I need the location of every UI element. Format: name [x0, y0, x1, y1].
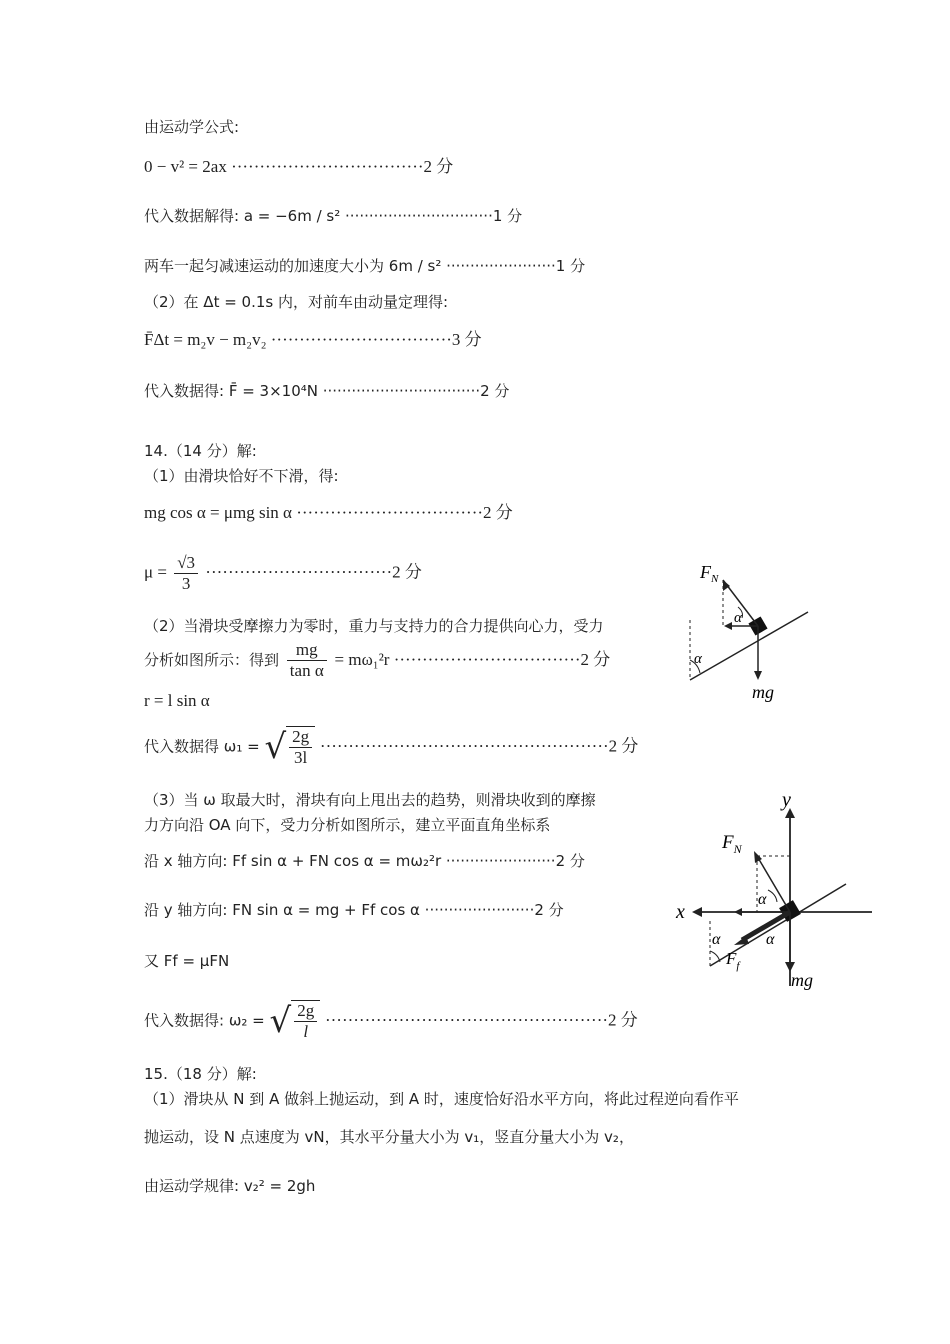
- text-prefix: 代入数据得: ω₂ =: [144, 1011, 265, 1030]
- problem-heading: 14.（14 分）解:: [144, 442, 257, 460]
- resultant-arrowhead: [724, 622, 732, 630]
- text-prefix: 分析如图所示：得到: [144, 651, 280, 669]
- equation-line: F̄Δt = m₂v − m₂v₂ ································3 分: [144, 330, 482, 349]
- text-prefix: 代入数据得 ω₁ =: [144, 737, 260, 756]
- text-line: （2）当滑块受摩擦力为零时，重力与支持力的合力提供向心力，受力: [144, 617, 604, 635]
- fraction: [174, 553, 198, 594]
- equation-line: [144, 726, 638, 768]
- fn-label: $F_N$: [722, 832, 742, 856]
- equation-line: mg cos α = μmg sin α ·································2 分: [144, 503, 513, 522]
- equation-line: 0 − v² = 2ax ··································2 分: [144, 157, 454, 176]
- text-line: （2）在 Δt = 0.1s 内，对前车由动量定理得:: [144, 293, 449, 311]
- text-line: （3）当 ω 取最大时，滑块有向上甩出去的趋势，则滑块收到的摩擦: [144, 791, 596, 809]
- alpha-label-top: α: [734, 610, 742, 626]
- fn-label: $F_N$: [700, 562, 719, 585]
- fraction: [289, 727, 312, 768]
- fraction-denominator: 3l: [294, 748, 308, 767]
- equation-line: [144, 1000, 638, 1042]
- normal-force-arrowhead: [723, 580, 730, 591]
- ff-label: $F_f$: [726, 949, 740, 972]
- gravity-arrowhead: [754, 671, 762, 680]
- force-diagram-2: [670, 786, 880, 996]
- fraction-numerator: √3: [174, 553, 198, 574]
- x-component-arrowhead: [734, 908, 742, 916]
- alpha-label-bottom: α: [694, 651, 702, 667]
- text-line: （1）滑块从 N 到 A 做斜上抛运动，到 A 时，速度恰好沿水平方向，将此过程逆向看作平: [144, 1090, 739, 1108]
- mg-label: mg: [752, 682, 774, 702]
- equation-line: r = l sin α: [144, 691, 210, 710]
- score-dots: ···················································2 分: [319, 736, 639, 756]
- text-line: 代入数据得: F̄ = 3×10⁴N ·································2 分: [144, 382, 510, 400]
- mg-label: mg: [791, 970, 813, 990]
- y-label: y: [782, 789, 791, 811]
- alpha-label-3: α: [712, 931, 721, 948]
- equation-line: [144, 640, 610, 681]
- sqrt: [270, 1000, 321, 1042]
- problem-heading: 15.（18 分）解:: [144, 1065, 257, 1083]
- radical-sign: √: [264, 727, 287, 767]
- fraction: [287, 640, 327, 681]
- incline-line: [690, 612, 808, 680]
- text-line: 由运动学规律: v₂² = 2gh: [144, 1177, 316, 1195]
- alpha-label-1: α: [758, 891, 767, 908]
- text-line: 代入数据解得: a = −6m / s² ·······························1 分: [144, 207, 523, 225]
- x-axis-arrowhead: [692, 907, 702, 917]
- fraction-numerator: mg: [287, 640, 327, 661]
- equation-line: [144, 553, 422, 594]
- text-line: 抛运动，设 N 点速度为 vN，其水平分量大小为 v₁，竖直分量大小为 v₂，: [144, 1128, 634, 1146]
- fraction-denominator: 3: [181, 574, 191, 593]
- radical-sign: √: [269, 1001, 292, 1041]
- force-diagram-1: [680, 560, 830, 710]
- fraction-numerator: 2g: [289, 727, 312, 748]
- equation-line: 沿 x 轴方向: Ff sin α + FN cos α = mω₂²r ·······················2 分: [144, 852, 585, 870]
- score-dots: ··················································2 分: [324, 1010, 638, 1030]
- equation-rest: = mω₁²r ·································2 分: [334, 650, 611, 669]
- fraction-denominator: l: [303, 1022, 309, 1041]
- fraction-numerator: 2g: [294, 1001, 317, 1022]
- alpha-label-2: α: [766, 931, 775, 948]
- fraction-denominator: tan α: [289, 661, 324, 680]
- mu-lhs: μ =: [144, 562, 167, 582]
- text-line: （1）由滑块恰好不下滑，得:: [144, 467, 339, 485]
- alpha-arc-1: [768, 890, 777, 902]
- text-line: 力方向沿 OA 向下，受力分析如图所示，建立平面直角坐标系: [144, 816, 551, 834]
- equation-line: 沿 y 轴方向: FN sin α = mg + Ff cos α ·······················2 分: [144, 901, 564, 919]
- x-label: x: [676, 901, 685, 923]
- score-dots: ·································2 分: [205, 562, 422, 582]
- equation-line: 又 Ff = μFN: [144, 952, 230, 970]
- text-line: 两车一起匀减速运动的加速度大小为 6m / s² ·······················1 分: [144, 257, 586, 275]
- fraction: [294, 1001, 317, 1042]
- text-line: 由运动学公式:: [144, 118, 240, 136]
- sqrt: [264, 726, 315, 768]
